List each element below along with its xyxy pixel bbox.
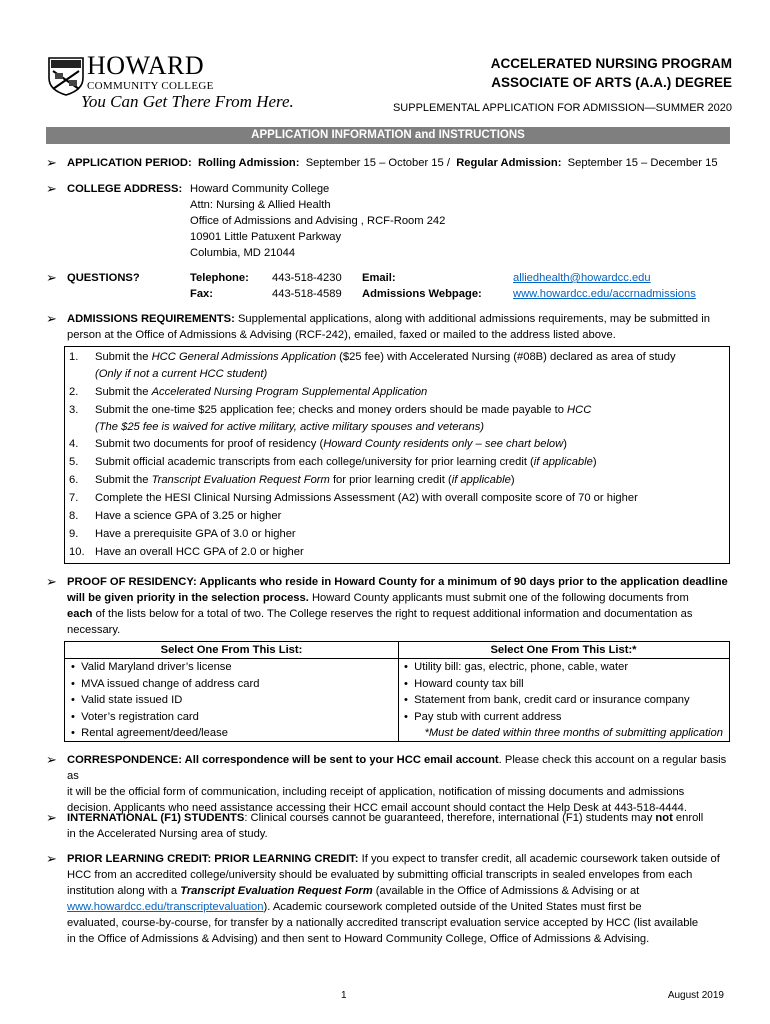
- section-header-bar: APPLICATION INFORMATION and INSTRUCTIONS: [46, 127, 730, 144]
- list-item: • MVA issued change of address card: [71, 677, 260, 690]
- telephone-value: 443-518-4230: [272, 272, 342, 284]
- document-title-block: [393, 54, 732, 114]
- telephone-label: Telephone:: [190, 272, 249, 284]
- right-list-header: Select One From This List:*: [398, 642, 729, 659]
- admissions-requirements-section: [46, 311, 736, 345]
- admissions-webpage-link[interactable]: www.howardcc.edu/accrnadmissions: [513, 288, 696, 300]
- title-line-2: ASSOCIATE OF ARTS (A.A.) DEGREE: [491, 75, 732, 90]
- requirements-label: ADMISSIONS REQUIREMENTS:: [67, 313, 235, 325]
- logo-tagline: You Can Get There From Here.: [81, 92, 294, 111]
- prior-learning-credit-section: ➢ PRIOR LEARNING CREDIT: PRIOR LEARNING CREDIT: If you expect to transfer credit, all academic coursework taken outside of HCC from an accredited college/university should be evaluated by submitting official transcripts in sealed envelopes from each institution along with a Transcript Evaluation Request Form (available in the Office of Admissions & Advising or at www.howardcc.edu/transcriptevaluation). Academic coursework completed outside of the United States must first be evaluated, course-by-course, for transfer by a nationally accredited transcript evaluation service accepted by HCC (list available in the Office of Admissions & Advising) and then sent to Howard Community College, Office of Admissions & Advising.: [46, 851, 720, 945]
- email-label: Email:: [362, 272, 396, 284]
- list-item: • Pay stub with current address: [404, 710, 562, 723]
- left-list-header: Select One From This List:: [65, 642, 398, 659]
- document-subtitle: SUPPLEMENTAL APPLICATION FOR ADMISSION—SUMMER 2020: [392, 102, 732, 114]
- residency-documents-table: [64, 641, 730, 742]
- correspondence-section: ➢ CORRESPONDENCE: All correspondence will be sent to your HCC email account. Please check this account on a regular basis as it will be the official form of communication, including receipt of application, notification of missing documents and admissions decision. Applicants who need assistance accessing their HCC email account should contact the Help Desk at 443-518-4444.: [46, 752, 727, 814]
- fax-value: 443-518-4589: [272, 288, 342, 300]
- revision-date: August 2019: [667, 990, 724, 1001]
- arrow-bullet-icon: ➢: [46, 574, 57, 589]
- logo-college: COMMUNITY COLLEGE: [87, 80, 214, 92]
- transcript-evaluation-link[interactable]: www.howardcc.edu/transcriptevaluation: [67, 901, 264, 913]
- correspondence-heading: CORRESPONDENCE: All correspondence will be sent to your HCC email account: [67, 754, 499, 766]
- college-logo: [47, 52, 327, 116]
- questions-section: [46, 270, 736, 304]
- right-list-note: *Must be dated within three months of submitting application: [424, 727, 723, 740]
- rolling-dates: September 15 – October 15 /: [305, 157, 450, 169]
- list-item: • Rental agreement/deed/lease: [71, 727, 228, 740]
- arrow-bullet-icon: ➢: [46, 270, 57, 285]
- regular-dates: September 15 – December 15: [567, 157, 718, 169]
- list-item: • Valid Maryland driver’s license: [71, 661, 232, 673]
- arrow-bullet-icon: ➢: [46, 181, 57, 196]
- requirements-intro-line-2: person at the Office of Admissions & Advising (RCF-242), emailed, faxed or mailed to the address listed above.: [67, 329, 616, 341]
- arrow-bullet-icon: ➢: [46, 752, 57, 767]
- address-line: Columbia, MD 21044: [190, 247, 296, 259]
- arrow-bullet-icon: ➢: [46, 155, 57, 170]
- arrow-bullet-icon: ➢: [46, 851, 57, 866]
- regular-label: Regular Admission:: [456, 157, 562, 169]
- requirements-list-box: 1. Submit the HCC General Admissions Application ($25 fee) with Accelerated Nursing (#08B) declared as area of study (Only if not a current HCC student) 2. Submit the Accelerated Nursing Program Supplemental Application 3. Submit the one-time $25 application fee; checks and money orders should be made payable to HCC (The $25 fee is waived for active military, active military spouses and veterans) 4. Submit two documents for proof of residency (Howard County residents only – see chart below) 5. Submit official academic transcripts from each college/university for prior learning credit (if applicable) 6. Submit the Transcript Evaluation Request Form for prior learning credit (if applicable) 7. Complete the HESI Clinical Nursing Admissions Assessment (A2) with overall composite score of 70 or higher 8. Have a science GPA of 3.25 or higher 9. Have a prerequisite GPA of 3.0 or higher 10. Have an overall HCC GPA of 2.0 or higher: [64, 346, 730, 564]
- page-number: 1: [341, 990, 347, 1001]
- list-item: • Voter’s registration card: [71, 710, 199, 723]
- address-line: Howard Community College: [190, 183, 330, 195]
- college-address-section: [46, 181, 736, 265]
- period-label: APPLICATION PERIOD:: [67, 157, 192, 169]
- questions-label: QUESTIONS?: [67, 272, 140, 284]
- webpage-label: Admissions Webpage:: [362, 288, 482, 300]
- application-period-section: [46, 155, 736, 171]
- crest-icon: [47, 56, 85, 96]
- residency-heading: PROOF OF RESIDENCY: Applicants who reside in Howard County for a minimum of 90 days prior to the application deadline: [67, 576, 728, 588]
- email-link[interactable]: alliedhealth@howardcc.edu: [513, 272, 651, 284]
- list-item: • Valid state issued ID: [71, 694, 183, 707]
- list-item: • Howard county tax bill: [404, 677, 524, 690]
- rolling-label: Rolling Admission:: [197, 157, 300, 169]
- logo-name: HOWARD: [87, 51, 205, 80]
- address-line: 10901 Little Patuxent Parkway: [190, 231, 342, 243]
- international-students-section: ➢ INTERNATIONAL (F1) STUDENTS: Clinical courses cannot be guaranteed, therefore, international (F1) students may not enroll in the Accelerated Nursing area of study.: [46, 810, 704, 840]
- title-line-1: ACCELERATED NURSING PROGRAM: [490, 56, 732, 71]
- arrow-bullet-icon: ➢: [46, 311, 57, 326]
- arrow-bullet-icon: ➢: [46, 810, 57, 825]
- list-item: • Utility bill: gas, electric, phone, cable, water: [404, 661, 629, 673]
- fax-label: Fax:: [190, 288, 214, 300]
- address-line: Office of Admissions and Advising , RCF-Room 242: [190, 215, 446, 227]
- requirements-intro: Supplemental applications, along with additional admissions requirements, may be submitted in: [237, 313, 710, 325]
- address-line: Attn: Nursing & Allied Health: [190, 199, 331, 211]
- prior-learning-heading: PRIOR LEARNING CREDIT: PRIOR LEARNING CREDIT:: [67, 853, 359, 865]
- right-list-column: [398, 642, 729, 741]
- address-label: COLLEGE ADDRESS:: [67, 183, 183, 195]
- left-list-column: [65, 642, 399, 741]
- international-heading: INTERNATIONAL (F1) STUDENTS: [67, 812, 245, 824]
- list-item: • Statement from bank, credit card or insurance company: [404, 694, 690, 707]
- proof-of-residency-section: ➢ PROOF OF RESIDENCY: Applicants who reside in Howard County for a minimum of 90 days prior to the application deadline will be given priority in the selection process. Howard County applicants must submit one of the following documents from each of the lists below for a total of two. The College reserves the right to request additional information and documentation as necessary.: [46, 574, 728, 636]
